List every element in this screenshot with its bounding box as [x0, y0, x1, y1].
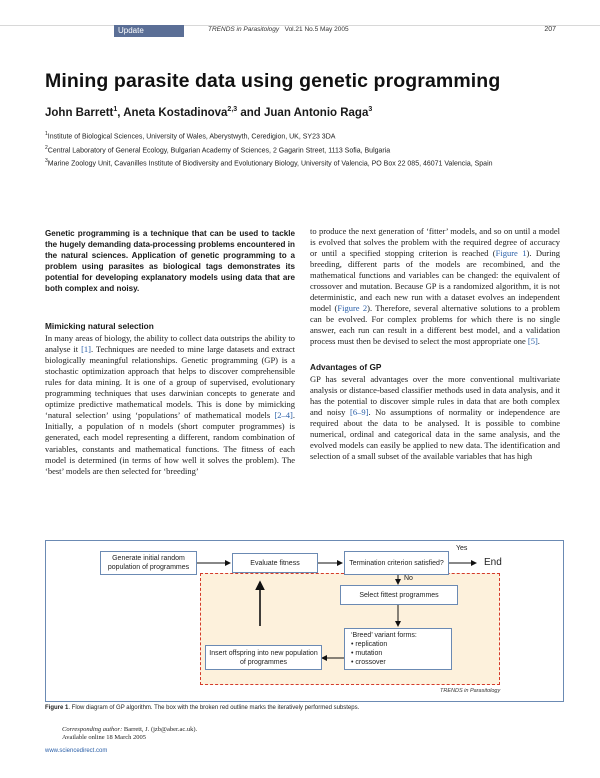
breed-box [344, 628, 452, 670]
figure-credit: TRENDS in Parasitology [440, 688, 501, 694]
abstract: Genetic programming is a technique that can be used to tackle the hugely demanding data-processing problems encountered in the natural sciences. Application of genetic programming to a problem using parasites as biological tags demonstrates its potential for developing explanatory models using data that are both complex and noisy. [45, 229, 295, 293]
text-run: to produce the next generation of ‘fitter’ models, and so on until a model is evolved that solves the problem with the required degree of accuracy or until a specified stopping criterion is reached ( [310, 226, 560, 259]
text-run: . Techniques are needed to mine large datasets and extract biologically meaningful relationships. Genetic programming (GP) is a stochastic optimization approach that helps to discover comprehensible rules for data mining. It is one of a group of supervised, evolutionary programming techniques that uses darwinian concepts to generate and optimize predictive mathematical models. This is done by mimicking ‘natural selection’ using ‘populations’ of mathematical models [45, 344, 296, 421]
author-name: John Barrett [45, 106, 114, 119]
citation-link[interactable]: [1] [81, 344, 91, 355]
breed-item: • mutation [351, 650, 383, 657]
breed-item: • crossover [351, 659, 386, 666]
figure-caption [45, 705, 359, 711]
termination-box [344, 551, 449, 575]
volume-info: Vol.21 No.5 May 2005 [284, 26, 349, 33]
article-title: Mining parasite data using genetic programming [45, 70, 501, 92]
section-heading: Mimicking natural selection [45, 321, 154, 331]
caption-label: Figure 1 [45, 705, 69, 711]
journal-name: TRENDS in Parasitology [208, 26, 280, 33]
figure-link[interactable]: Figure 2 [337, 303, 368, 314]
author-sup: 3 [368, 106, 373, 113]
generate-population-box [100, 551, 197, 575]
end-label: End [484, 557, 502, 568]
author-name: Juan Antonio Raga [264, 106, 369, 119]
author-name: Aneta Kostadinova [123, 106, 228, 119]
affiliation-text: Central Laboratory of General Ecology, Bulgarian Academy of Sciences, 2 Gagarin Street, 1113 Sofia, Bulgaria [47, 146, 391, 154]
section-heading: Advantages of GP [310, 361, 382, 372]
caption-text: . Flow diagram of GP algorithm. The box with the broken red outline marks the iteratively performed substeps. [68, 705, 360, 711]
box-label: Select fittest programmes [359, 591, 439, 599]
affiliation-sup: 2 [45, 144, 48, 151]
text-run: . [537, 336, 540, 347]
no-label: No [404, 575, 413, 582]
breed-item: • replication [351, 641, 388, 648]
text-run: . No assumptions of normality or independence are required about the data to be analysed. It is possible to combine numerical, ordinal and categorical data in the same analysis, and the evolved models can easily be applied to new data. The identification and selection of a small subset of the available variables that has high [310, 406, 560, 461]
affiliation-text: Marine Zoology Unit, Cavanilles Institute of Biodiversity and Evolutionary Biology, University of Valencia, PO Box 22 085, 46071 Valencia, Spain [47, 160, 493, 168]
citation-link[interactable]: [2–4] [274, 410, 293, 421]
page-number: 207 [544, 26, 556, 33]
figure-link[interactable]: Figure 1 [495, 248, 527, 259]
text-run: GP has several advantages over the more conventional multivariate analysis or distance-based classifier methods used in data analysis, and it has the potential to discover simple rules in data that are both complex and noisy [310, 373, 560, 417]
affiliation-text: Institute of Biological Sciences, University of Wales, Aberystwyth, Ceredigion, UK, SY23 3DA [47, 133, 336, 141]
yes-label: Yes [456, 545, 468, 552]
box-label: Generate initial random population of programmes [107, 555, 190, 571]
affiliation-sup: 1 [45, 131, 48, 137]
insert-offspring-box [205, 645, 322, 670]
corresponding-author [62, 725, 197, 734]
available-online: Available online 18 March 2005 [62, 734, 146, 741]
citation-link[interactable]: [6–9] [350, 406, 369, 417]
box-label: ‘Breed’ variant forms: [351, 632, 417, 639]
text-run: ). Therefore, several alternative solutions to a problem can be evolved. For complex problems for which there is no single answer, each run can result in a different best model, and a validation process must then be devised to select the most appropriate one [310, 303, 561, 347]
author-sup: 1 [113, 106, 118, 113]
evaluate-fitness-box [232, 553, 318, 573]
section-label: Update [114, 25, 184, 37]
author-list: John Barrett$^1$, Aneta Kostadinova$^{2,3}$ and Juan Antonio Raga$^3$ [45, 106, 373, 119]
box-label: Termination criterion satisfied? [349, 559, 444, 567]
author-sup: 2,3 [227, 106, 238, 113]
text-run: In many areas of biology, the ability to collect data outstrips the ability to analyse it [45, 333, 295, 355]
text-run: . Initially, a population of n models (short computer programmes) is generated, each model representing a different, random combination of variables, constants and mathematical functions. The fitness of each model is determined (in terms of how well it solves the problem). The ‘best’ models are then selected for ‘breeding’ [45, 410, 295, 476]
footer-url[interactable]: www.sciencedirect.com [45, 748, 108, 754]
affiliation-sup: 3 [45, 158, 48, 165]
corresponding-label: Corresponding author: [62, 726, 123, 733]
box-label: Evaluate fitness [250, 559, 300, 567]
text-run: ). During breeding, different parts of the models are recombined, and the mathematical functions and variables can be changed: the equivalent of crossover and mutation. Because GP is a randomized algorithm, it is not deterministic, and each new run with a dataset evolves an independent model ( [310, 248, 560, 314]
select-fittest-box [340, 585, 458, 605]
corresponding-text: Barrett, J. (jzb@aber.ac.uk). [122, 726, 198, 733]
box-label: Insert offspring into new population of programmes [209, 649, 318, 666]
citation-link[interactable]: [5] [527, 336, 538, 347]
